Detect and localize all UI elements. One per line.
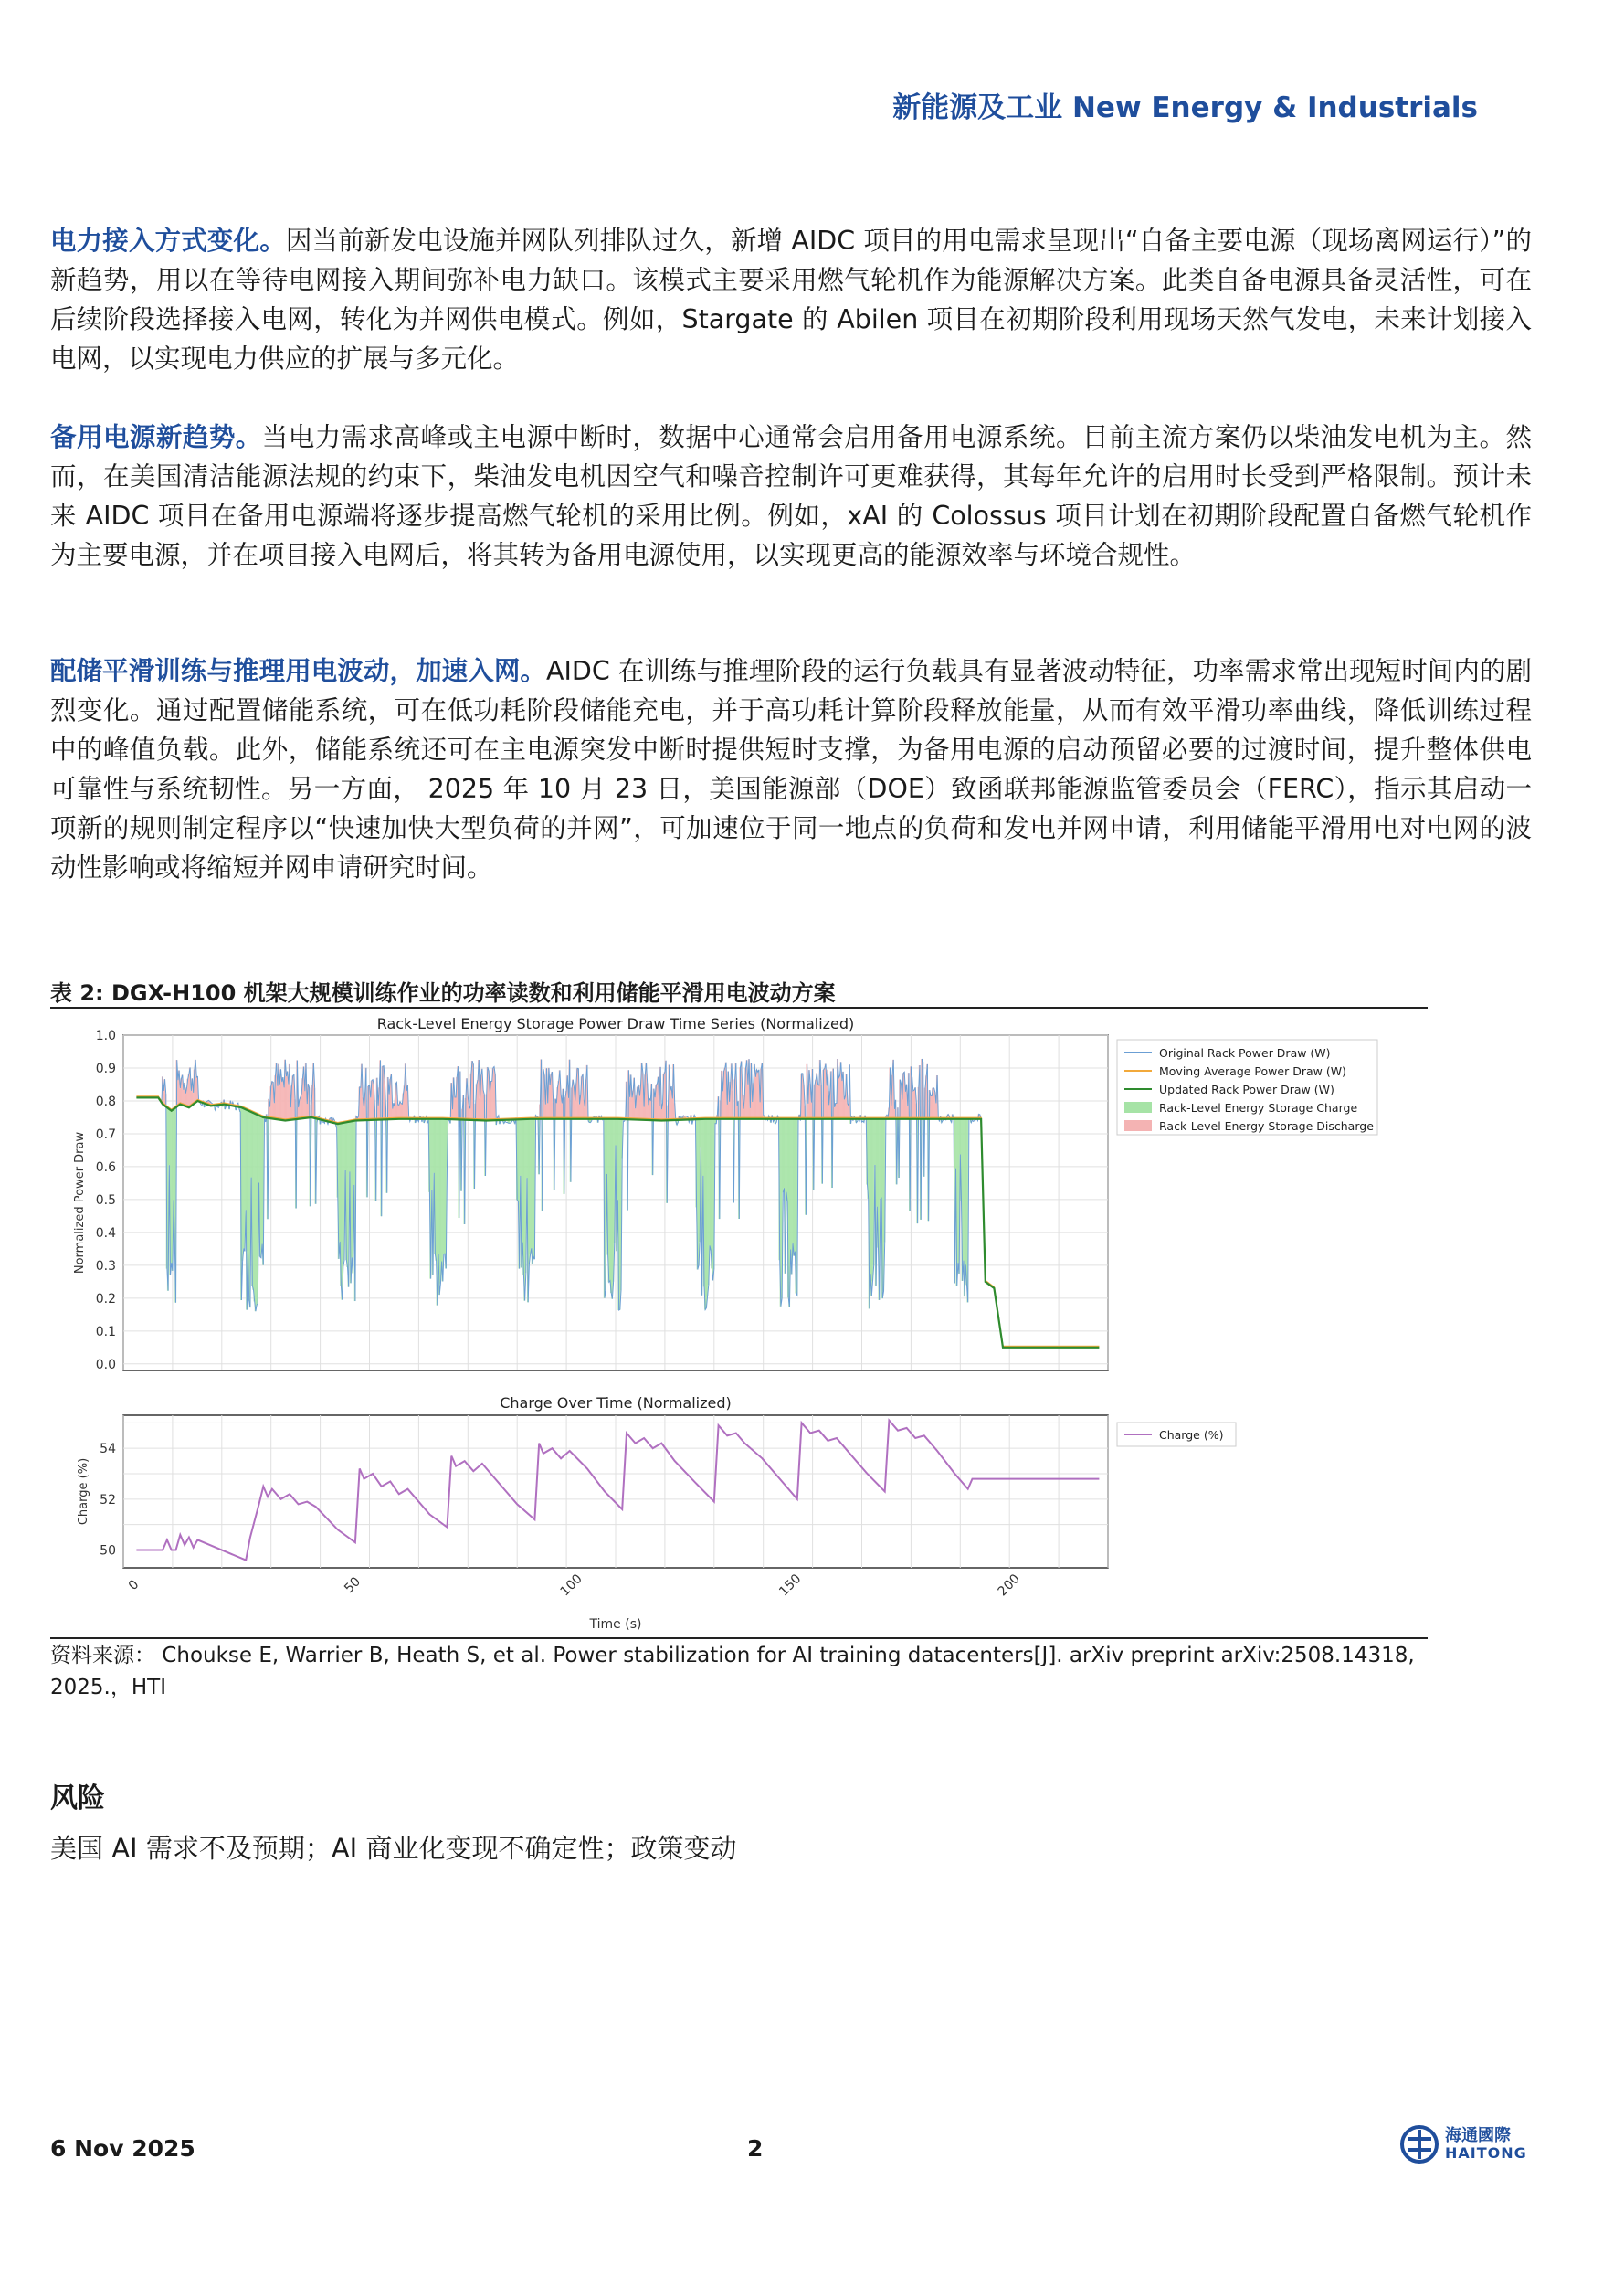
haitong-logo [1399, 2124, 1527, 2164]
power-storage-figure [50, 1012, 1428, 1634]
x-tick-label: 0 [125, 1577, 142, 1593]
paragraph-lead: 电力接入方式变化。 [50, 226, 286, 256]
footer-date: 6 Nov 2025 [50, 2135, 195, 2162]
logo-text-en: HAITONG [1445, 2144, 1527, 2162]
paragraph-storage-smoothing [50, 651, 1532, 887]
source-rule [50, 1637, 1428, 1639]
legend-swatch [1124, 1120, 1152, 1131]
y-tick-label: 54 [100, 1442, 116, 1457]
y-tick-label: 0.6 [95, 1159, 116, 1175]
risk-text: 美国 AI 需求不及预期；AI 商业化变现不确定性；政策变动 [50, 1833, 737, 1864]
x-axis-label: Time (s) [589, 1617, 642, 1632]
paragraph-power-access [50, 221, 1532, 378]
y-tick-label: 0.3 [95, 1258, 116, 1274]
paragraph-backup-power [50, 418, 1532, 575]
paragraph-body: 因当前新发电设施并网队列排队过久，新增 AIDC 项目的用电需求呈现出“自备主要电源（现场离网运行）”的新趋势，用以在等待电网接入期间弥补电力缺口。该模式主要采用燃气轮机作为能源解决方案。此类自备电源具备灵活性，可在后续阶段选择接入电网，转化为并网供电模式。例如，Stargate 的 Abilen 项目在初期阶段利用现场天然气发电，未来计划接入电网，以实现电力供应的扩展与多元化。 [50, 226, 1532, 374]
x-tick-label: 100 [557, 1571, 585, 1600]
x-tick-label: 50 [342, 1574, 364, 1597]
logo-text-cn: 海通國際 [1445, 2126, 1511, 2145]
power-draw-chart [73, 1015, 1377, 1372]
paragraph-body: AIDC 在训练与推理阶段的运行负载具有显著波动特征，功率需求常出现短时间内的剧烈变化。通过配置储能系统，可在低功耗阶段储能充电，并于高功耗计算阶段释放能量，从而有效平滑功率曲线，降低训练过程中的峰值负载。此外，储能系统还可在主电源突发中断时提供短时支撑，为备用电源的启动预留必要的过渡时间，提升整体供电可靠性与系统韧性。另一方面， 2025 年 10 月 23 日，美国能源部（DOE）致函联邦能源监管委员会（FERC），指示其启动一项新的规则制定程序以“快速加快大型负荷的并网”，可加速位于同一地点的负荷和发电并网申请，利用储能平滑用电对电网的波动性影响或将缩短并网申请研究时间。 [50, 656, 1532, 883]
legend-label: Rack-Level Energy Storage Charge [1159, 1101, 1358, 1115]
paragraph-lead: 备用电源新趋势。 [50, 422, 262, 452]
chart-title: Rack-Level Energy Storage Power Draw Time Series (Normalized) [376, 1015, 855, 1032]
chart-title: Charge Over Time (Normalized) [500, 1394, 732, 1412]
chart-legend [1117, 1040, 1377, 1135]
y-tick-label: 0.9 [95, 1061, 116, 1076]
chart-legend [1117, 1423, 1236, 1446]
legend-swatch [1124, 1102, 1152, 1113]
legend-label: Rack-Level Energy Storage Discharge [1159, 1119, 1374, 1133]
y-tick-label: 0.2 [95, 1291, 116, 1307]
x-tick-label: 150 [776, 1571, 805, 1600]
y-axis-label: Normalized Power Draw [73, 1131, 87, 1275]
haitong-logo-icon [1399, 2124, 1439, 2164]
legend-label: Moving Average Power Draw (W) [1159, 1064, 1346, 1078]
y-tick-label: 52 [100, 1492, 116, 1508]
section-header: 新能源及工业 New Energy & Industrials [892, 91, 1478, 124]
y-tick-label: 0.7 [95, 1127, 116, 1142]
y-tick-label: 1.0 [95, 1029, 116, 1043]
caption-rule [50, 1007, 1428, 1009]
page-number: 2 [747, 2135, 764, 2162]
risk-heading: 风险 [50, 1783, 105, 1815]
paragraph-lead: 配储平滑训练与推理用电波动，加速入网。 [50, 656, 546, 686]
x-tick-label: 200 [995, 1571, 1023, 1600]
y-tick-label: 0.5 [95, 1192, 116, 1208]
y-tick-label: 0.0 [95, 1357, 116, 1372]
figure-caption: 表 2: DGX-H100 机架大规模训练作业的功率读数和利用储能平滑用电波动方案 [50, 980, 836, 1006]
y-axis-label: Charge (%) [77, 1457, 90, 1526]
y-tick-label: 0.4 [95, 1225, 116, 1241]
y-tick-label: 0.8 [95, 1094, 116, 1109]
y-tick-label: 50 [100, 1543, 116, 1559]
y-tick-label: 0.1 [95, 1324, 116, 1339]
legend-label: Updated Rack Power Draw (W) [1159, 1083, 1334, 1096]
legend-label: Original Rack Power Draw (W) [1159, 1046, 1331, 1060]
legend-label: Charge (%) [1159, 1428, 1224, 1442]
charge-chart [77, 1394, 1236, 1632]
source-note: 资料来源： Choukse E, Warrier B, Heath S, et al. Power stabilization for AI training datacenters[J]. arXiv preprint arXiv:2508.14318, 2025.，HTI [50, 1644, 1415, 1699]
paragraph-body: 当电力需求高峰或主电源中断时，数据中心通常会启用备用电源系统。目前主流方案仍以柴油发电机为主。然而，在美国清洁能源法规的约束下，柴油发电机因空气和噪音控制许可更难获得，其每年允许的启用时长受到严格限制。预计未来 AIDC 项目在备用电源端将逐步提高燃气轮机的采用比例。例如，xAI 的 Colossus 项目计划在初期阶段配置自备燃气轮机作为主要电源，并在项目接入电网后，将其转为备用电源使用，以实现更高的能源效率与环境合规性。 [50, 422, 1532, 570]
